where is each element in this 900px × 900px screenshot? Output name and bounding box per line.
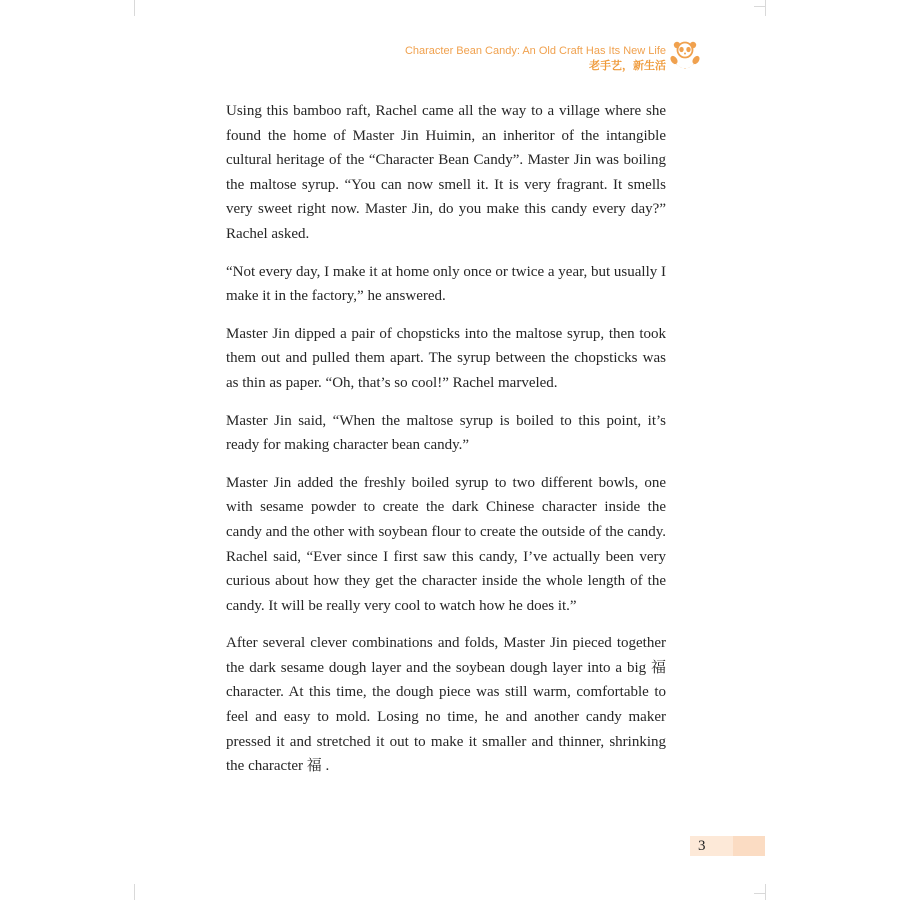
running-head-title-en: Character Bean Candy: An Old Craft Has Its New Life xyxy=(404,45,666,57)
paragraph: Using this bamboo raft, Rachel came all the way to a village where she found the home of Master Jin Huimin, an inheritor of the intangible cultural heritage of the “Character Bean Candy”. Master Jin was boiling the maltose syrup. “You can now smell it. It is very fragrant. It smells very sweet right now. Master Jin, do you make this candy every day?” Rachel asked. xyxy=(226,103,666,242)
crop-mark xyxy=(765,0,766,16)
running-head xyxy=(405,44,666,74)
paragraph: Master Jin dipped a pair of chopsticks into the maltose syrup, then took them out and pulled them apart. The syrup between the chopsticks was as thin as paper. “Oh, that’s so cool!” Rachel marveled. xyxy=(226,325,666,391)
body-text xyxy=(226,99,666,792)
paragraph: “Not every day, I make it at home only once or twice a year, but usually I make it in the factory,” he answered. xyxy=(226,263,666,305)
crop-mark xyxy=(765,884,766,900)
crop-mark xyxy=(134,884,135,900)
page-number-highlight xyxy=(690,836,733,856)
crop-mark xyxy=(754,893,766,894)
crop-mark xyxy=(754,6,766,7)
running-head-title-zh: 老手艺，新生活 xyxy=(589,60,666,72)
page-number: 3 xyxy=(698,838,706,854)
paragraph: After several clever combinations and folds, Master Jin pieced together the dark sesame dough layer and the soybean dough layer into a big 福 character. At this time, the dough piece was still warm, comfortable to feel and easy to mold. Losing no time, he and another candy maker pressed it and stretched it out to make it smaller and thinner, shrinking the character 福 . xyxy=(226,635,666,775)
panda-logo-icon xyxy=(668,40,702,76)
paragraph: Master Jin added the freshly boiled syrup to two different bowls, one with sesame powder to create the dark Chinese character inside the candy and the other with soybean flour to create the outside of the candy. Rachel said, “Ever since I first saw this candy, I’ve actually been very curious about how they get the character inside the whole length of the candy. It will be really very cool to watch how he does it.” xyxy=(226,474,666,614)
crop-mark xyxy=(134,0,135,16)
page-number-box xyxy=(690,836,765,856)
paragraph: Master Jin said, “When the maltose syrup is boiled to this point, it’s ready for making character bean candy.” xyxy=(226,412,666,454)
